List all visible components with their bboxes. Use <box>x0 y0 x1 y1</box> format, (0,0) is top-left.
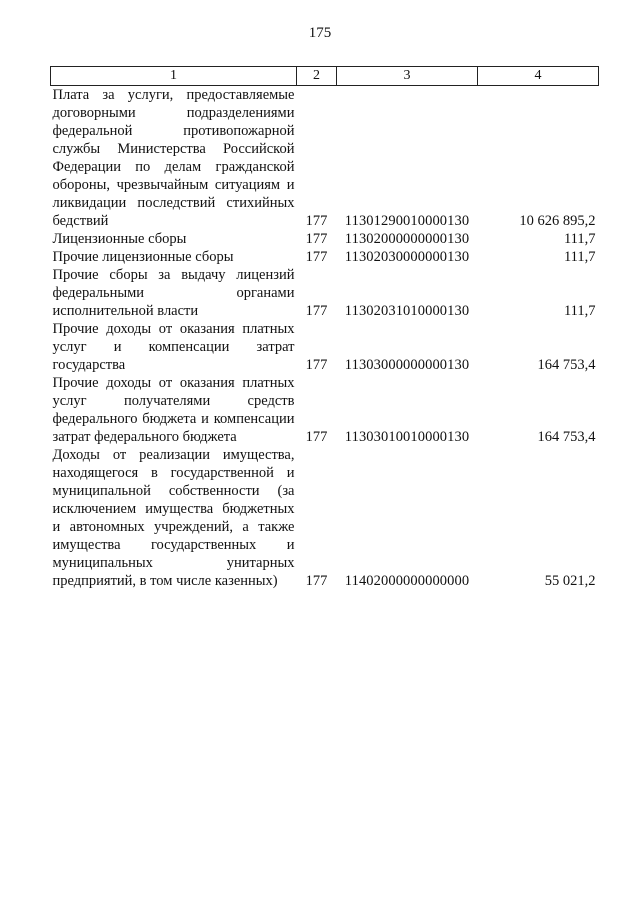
header-row <box>51 67 599 86</box>
revenue-name: Плата за услуги, предоставляемые договорными подразделениями федеральной противопожарной службы Министерства Российской Федерации по делам гражданской обороны, чрезвычайным ситуациям и ликвидации последствий стихийных бедствий <box>52 87 295 229</box>
header-col-4: 4 <box>478 67 599 86</box>
amount-value: 111,7 <box>563 303 596 319</box>
amount-value: 111,7 <box>563 249 596 265</box>
admin-code: 177 <box>305 429 328 445</box>
classification-code: 11303000000000130 <box>344 357 470 373</box>
table-row <box>51 446 599 590</box>
revenue-name: Доходы от реализации имущества, находящегося в государственной и муниципальной собственности (за исключением имущества бюджетных и автономных учреждений, а также имущества государственных и муниципальных унитарных предприятий, в том числе казенных) <box>52 447 295 589</box>
revenue-name: Лицензионные сборы <box>52 231 187 247</box>
page-number: 175 <box>308 25 332 41</box>
header-col-2: 2 <box>297 67 337 86</box>
admin-code: 177 <box>305 303 328 319</box>
table-body <box>51 86 599 591</box>
classification-code: 11301290010000130 <box>344 213 470 229</box>
admin-code: 177 <box>305 213 328 229</box>
amount-value: 164 753,4 <box>537 357 596 373</box>
budget-revenue-table <box>50 66 599 590</box>
amount-value: 55 021,2 <box>544 573 596 589</box>
admin-code: 177 <box>305 573 328 589</box>
amount-value: 10 626 895,2 <box>519 213 596 229</box>
revenue-name: Прочие доходы от оказания платных услуг и компенсации затрат государства <box>52 321 295 373</box>
table-header <box>51 67 599 86</box>
amount-value: 111,7 <box>563 231 596 247</box>
table-row <box>51 86 599 231</box>
table-row <box>51 230 599 248</box>
classification-code: 11302000000000130 <box>344 231 470 247</box>
header-col-1: 1 <box>51 67 297 86</box>
admin-code: 177 <box>305 249 328 265</box>
table-row <box>51 374 599 446</box>
table-row <box>51 266 599 320</box>
admin-code: 177 <box>305 357 328 373</box>
admin-code: 177 <box>305 231 328 247</box>
revenue-name: Прочие лицензионные сборы <box>52 249 234 265</box>
classification-code: 11402000000000000 <box>344 573 470 589</box>
revenue-name: Прочие доходы от оказания платных услуг получателями средств федерального бюджета и компенсации затрат федерального бюджета <box>52 375 295 445</box>
header-col-3: 3 <box>337 67 478 86</box>
classification-code: 11302031010000130 <box>344 303 470 319</box>
table-row <box>51 248 599 266</box>
table-row <box>51 320 599 374</box>
classification-code: 11303010010000130 <box>344 429 470 445</box>
revenue-name: Прочие сборы за выдачу лицензий федеральными органами исполнительной власти <box>52 267 295 319</box>
classification-code: 11302030000000130 <box>344 249 470 265</box>
amount-value: 164 753,4 <box>537 429 596 445</box>
